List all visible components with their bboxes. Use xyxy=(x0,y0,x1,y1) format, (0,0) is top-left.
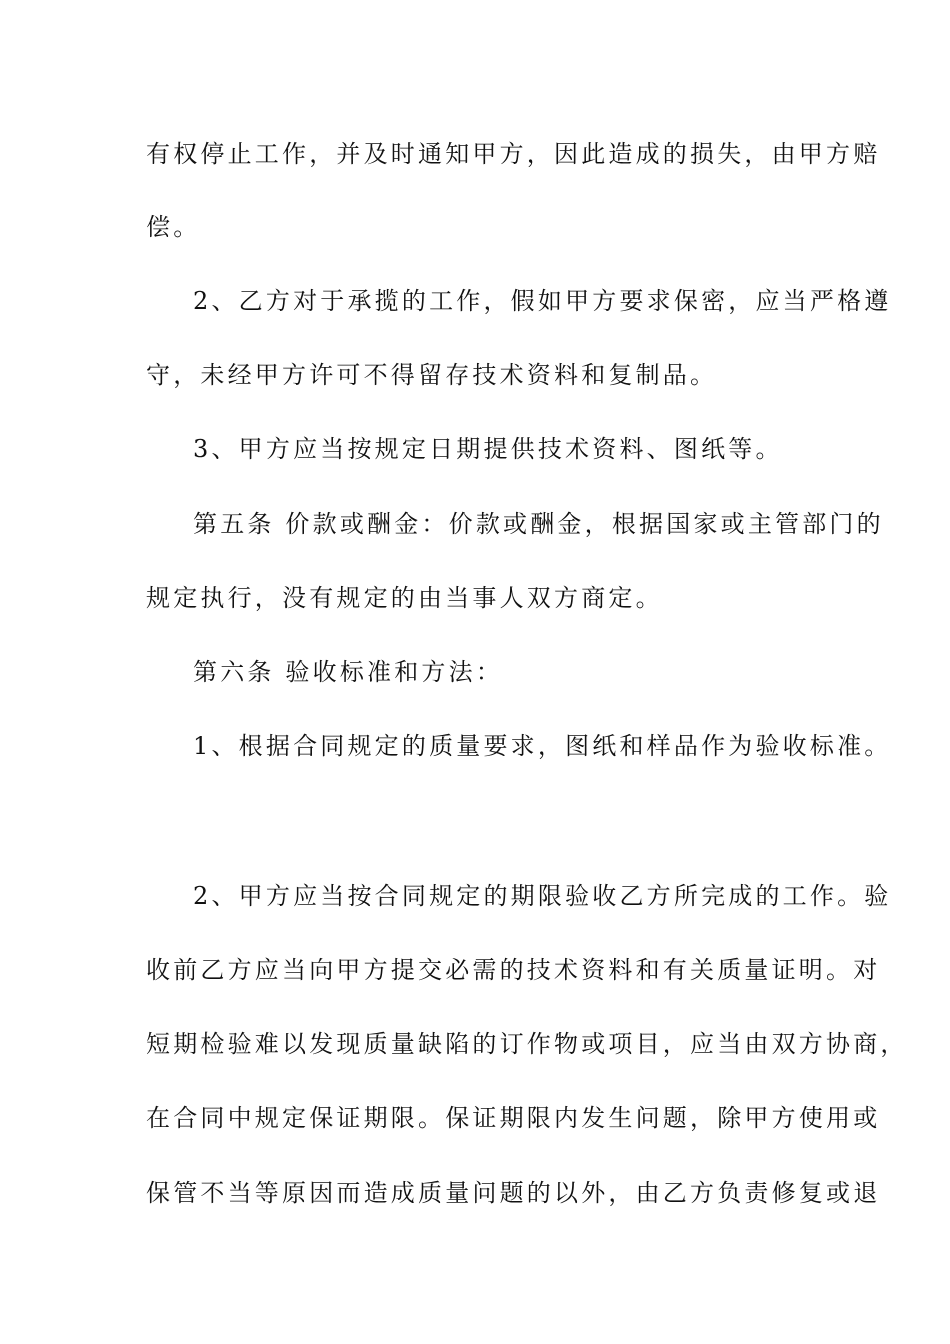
paragraph-item-3: 3、甲方应当按规定日期提供技术资料、图纸等。 xyxy=(193,435,783,463)
text-line: 有权停止工作，并及时通知甲方，因此造成的损失，由甲方赔 xyxy=(146,140,881,168)
text-line: 在合同中规定保证期限。保证期限内发生问题，除甲方使用或 xyxy=(146,1104,881,1132)
text-line: 收前乙方应当向甲方提交必需的技术资料和有关质量证明。对 xyxy=(146,956,881,984)
paragraph-item-2: 2、乙方对于承揽的工作，假如甲方要求保密，应当严格遵 xyxy=(193,287,892,315)
article-six-heading: 第六条 验收标准和方法： xyxy=(193,658,504,686)
text-line: 规定执行，没有规定的由当事人双方商定。 xyxy=(146,584,663,612)
paragraph-item-1: 1、根据合同规定的质量要求，图纸和样品作为验收标准。 xyxy=(193,732,892,760)
text-line: 短期检验难以发现质量缺陷的订作物或项目，应当由双方协商， xyxy=(146,1030,908,1058)
paragraph-item-2b: 2、甲方应当按合同规定的期限验收乙方所完成的工作。验 xyxy=(193,882,892,910)
text-line: 偿。 xyxy=(146,213,201,241)
text-line: 守，未经甲方许可不得留存技术资料和复制品。 xyxy=(146,361,718,389)
article-five: 第五条 价款或酬金：价款或酬金，根据国家或主管部门的 xyxy=(193,510,884,538)
text-line: 保管不当等原因而造成质量问题的以外，由乙方负责修复或退 xyxy=(146,1179,881,1207)
